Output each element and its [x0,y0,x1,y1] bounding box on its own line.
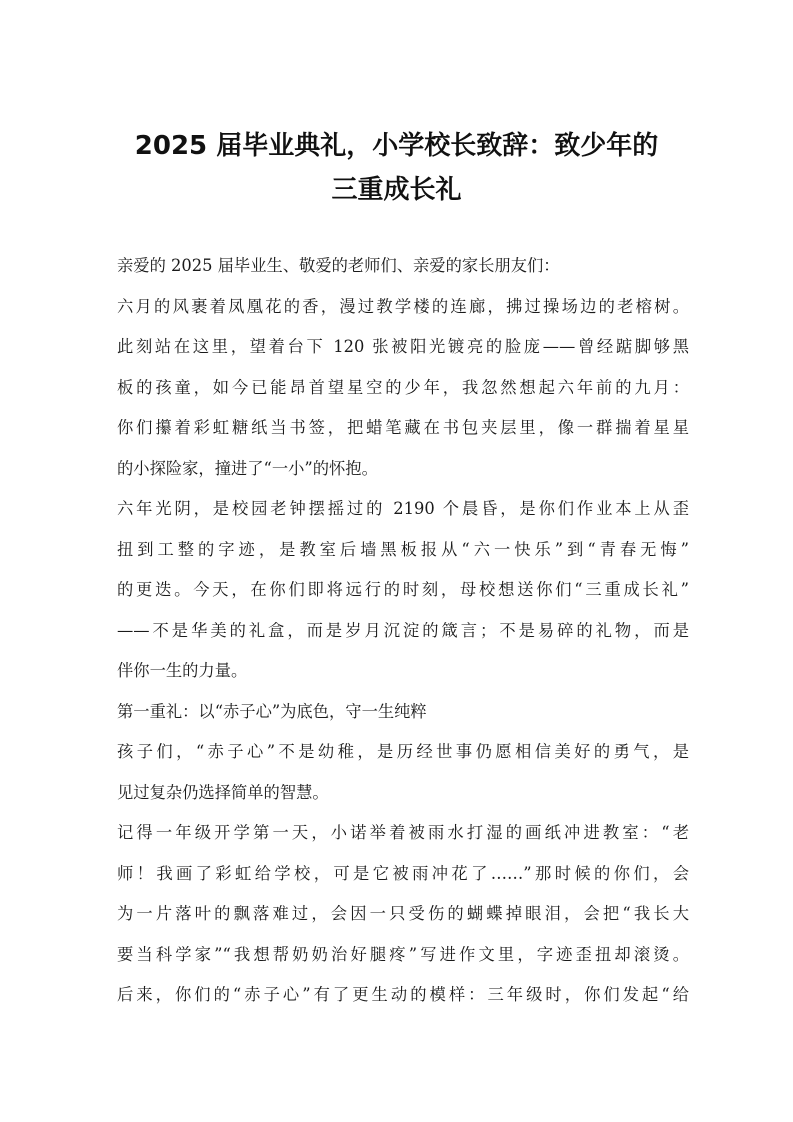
title-line-1: 2025 届毕业典礼，小学校长致辞：致少年的 [134,131,659,161]
paragraph-line: 的小探险家，撞进了“一小”的怀抱。 [117,458,378,478]
paragraph-line: 师！我画了彩虹给学校，可是它被雨冲花了……”那时候的你们，会 [117,863,689,883]
paragraph-line: 板的孩童，如今已能昂首望星空的少年，我忽然想起六年前的九月： [117,377,689,397]
title-line-2: 三重成长礼 [331,175,462,205]
paragraph-line: 后来，你们的“赤子心”有了更生动的模样：三年级时，你们发起“给 [117,985,689,1004]
paragraph-line: 六月的风裹着凤凰花的香，漫过教学楼的连廊，拂过操场边的老榕树。 [117,296,689,316]
paragraph-line: 第一重礼：以“赤子心”为底色，守一生纯粹 [117,701,427,721]
paragraph-line: 要当科学家”“我想帮奶奶治好腿疼”写进作文里，字迹歪扭却滚烫。 [117,944,689,964]
paragraph-line: 扭到工整的字迹，是教室后墙黑板报从“六一快乐”到“青春无悔” [117,539,689,559]
paragraph-line: 见过复杂仍选择简单的智慧。 [117,782,329,802]
paragraph-line: 孩子们，“赤子心”不是幼稚，是历经世事仍愿相信美好的勇气，是 [117,742,689,761]
paragraph-line: 六年光阴，是校园老钟摆摇过的 2190 个晨昏，是你们作业本上从歪 [117,499,689,518]
paragraph-line: 为一片落叶的飘落难过，会因一只受伤的蝴蝶掉眼泪，会把“我长大 [117,904,689,923]
paragraph-line: 你们攥着彩虹糖纸当书签，把蜡笔藏在书包夹层里，像一群揣着星星 [117,418,689,437]
paragraph-line: 此刻站在这里，望着台下 120 张被阳光镀亮的脸庞——曾经踮脚够黑 [117,337,689,356]
document-title [100,124,693,212]
paragraph-line: 亲爱的 2025 届毕业生、敬爱的老师们、亲爱的家长朋友们： [117,256,560,275]
paragraph-line: ——不是华美的礼盒，而是岁月沉淀的箴言；不是易碎的礼物，而是 [117,620,689,640]
paragraph-line: 伴你一生的力量。 [117,661,248,680]
paragraph-line: 的更迭。今天，在你们即将远行的时刻，母校想送你们“三重成长礼” [117,580,689,599]
document-body [117,246,689,1016]
paragraph-line: 记得一年级开学第一天，小诺举着被雨水打湿的画纸冲进教室：“老 [117,823,689,842]
